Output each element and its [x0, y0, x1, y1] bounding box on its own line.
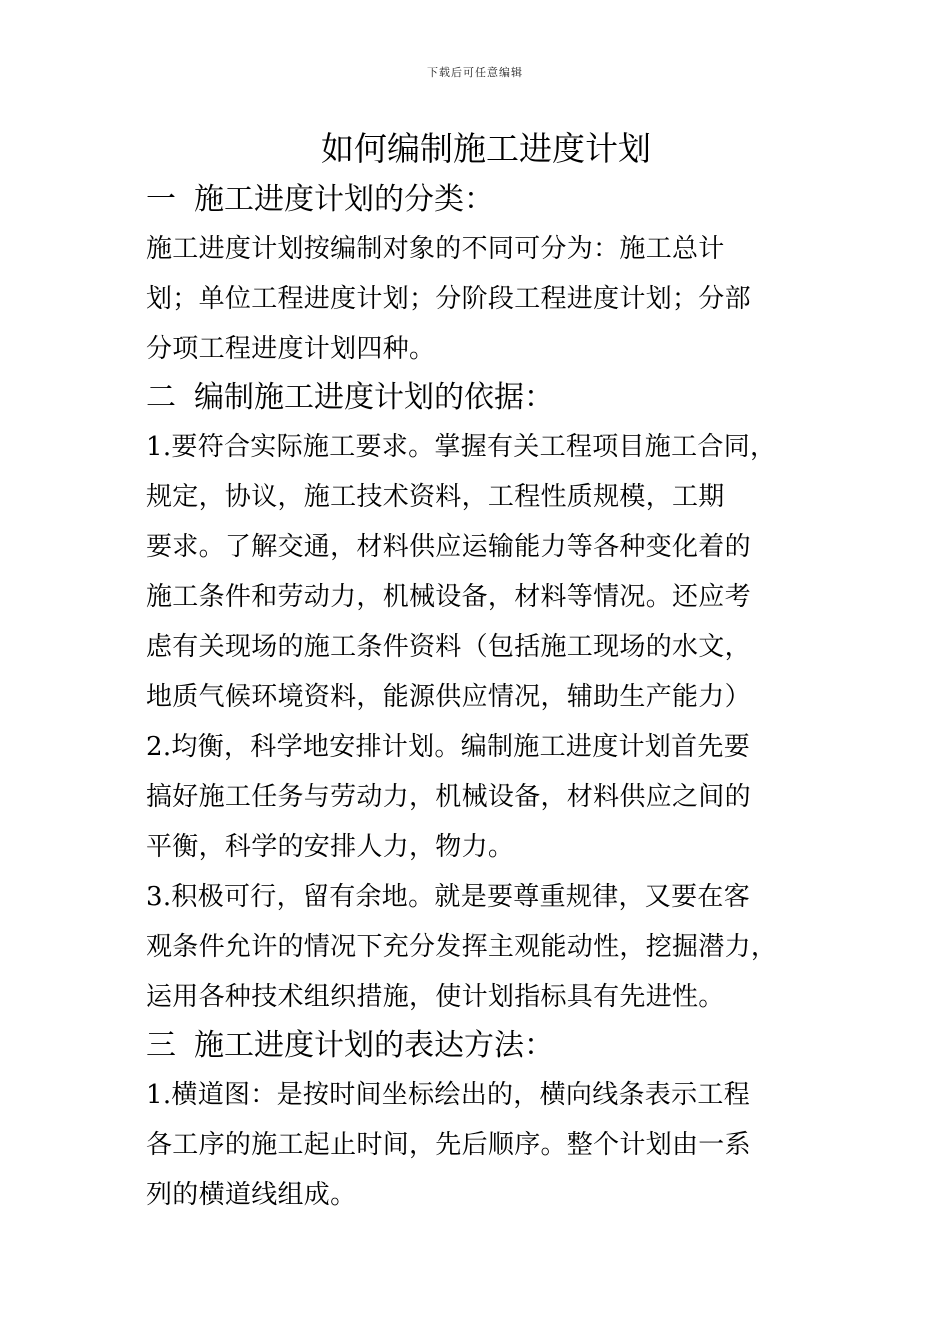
section-heading — [146, 1022, 826, 1070]
document-title: 如何编制施工进度计划 — [321, 129, 651, 168]
paragraph — [146, 224, 826, 374]
text-line: 搞好施工任务与劳动力，机械设备，材料供应之间的 — [146, 782, 751, 812]
text-line: 分项工程进度计划四种。 — [146, 334, 436, 364]
text-line: 2.均衡，科学地安排计划。编制施工进度计划首先要 — [146, 732, 751, 762]
header-note: 下载后可任意编辑 — [427, 66, 523, 79]
section-heading-text: 编制施工进度计划的依据： — [194, 380, 554, 415]
text-line: 运用各种技术组织措施，使计划指标具有先进性。 — [146, 982, 725, 1012]
section-number: 三 — [146, 1028, 176, 1063]
section-heading — [146, 176, 826, 224]
text-line: 划；单位工程进度计划；分阶段工程进度计划；分部 — [146, 284, 751, 314]
section-heading-text: 施工进度计划的分类： — [194, 182, 494, 217]
section-number: 二 — [146, 380, 176, 415]
paragraph — [146, 872, 826, 1022]
text-line: 虑有关现场的施工条件资料（包括施工现场的水文， — [146, 632, 751, 662]
text-line: 施工条件和劳动力，机械设备，材料等情况。还应考 — [146, 582, 751, 612]
section-basis — [146, 374, 826, 1022]
text-line: 观条件允许的情况下充分发挥主观能动性，挖掘潜力， — [146, 932, 778, 962]
text-line: 各工序的施工起止时间，先后顺序。整个计划由一系 — [146, 1130, 751, 1160]
section-expression-methods — [146, 1022, 826, 1220]
text-line: 1.要符合实际施工要求。掌握有关工程项目施工合同， — [146, 432, 777, 462]
paragraph — [146, 1070, 826, 1220]
document-body — [146, 126, 826, 1220]
section-heading-text: 施工进度计划的表达方法： — [194, 1028, 554, 1063]
paragraph — [146, 722, 826, 872]
text-line: 平衡，科学的安排人力，物力。 — [146, 832, 515, 862]
text-line: 要求。了解交通，材料供应运输能力等各种变化着的 — [146, 532, 751, 562]
text-line: 3.积极可行，留有余地。就是要尊重规律，又要在客 — [146, 882, 751, 912]
section-classification — [146, 176, 826, 374]
section-number: 一 — [146, 182, 176, 217]
text-line: 规定，协议，施工技术资料，工程性质规模，工期 — [146, 482, 725, 512]
text-line: 列的横道线组成。 — [146, 1180, 357, 1210]
text-line: 1.横道图：是按时间坐标绘出的，横向线条表示工程 — [146, 1080, 751, 1110]
text-line: 地质气候环境资料，能源供应情况，辅助生产能力） — [146, 682, 751, 712]
paragraph — [146, 422, 826, 722]
section-heading — [146, 374, 826, 422]
text-line: 施工进度计划按编制对象的不同可分为：施工总计 — [146, 234, 725, 264]
